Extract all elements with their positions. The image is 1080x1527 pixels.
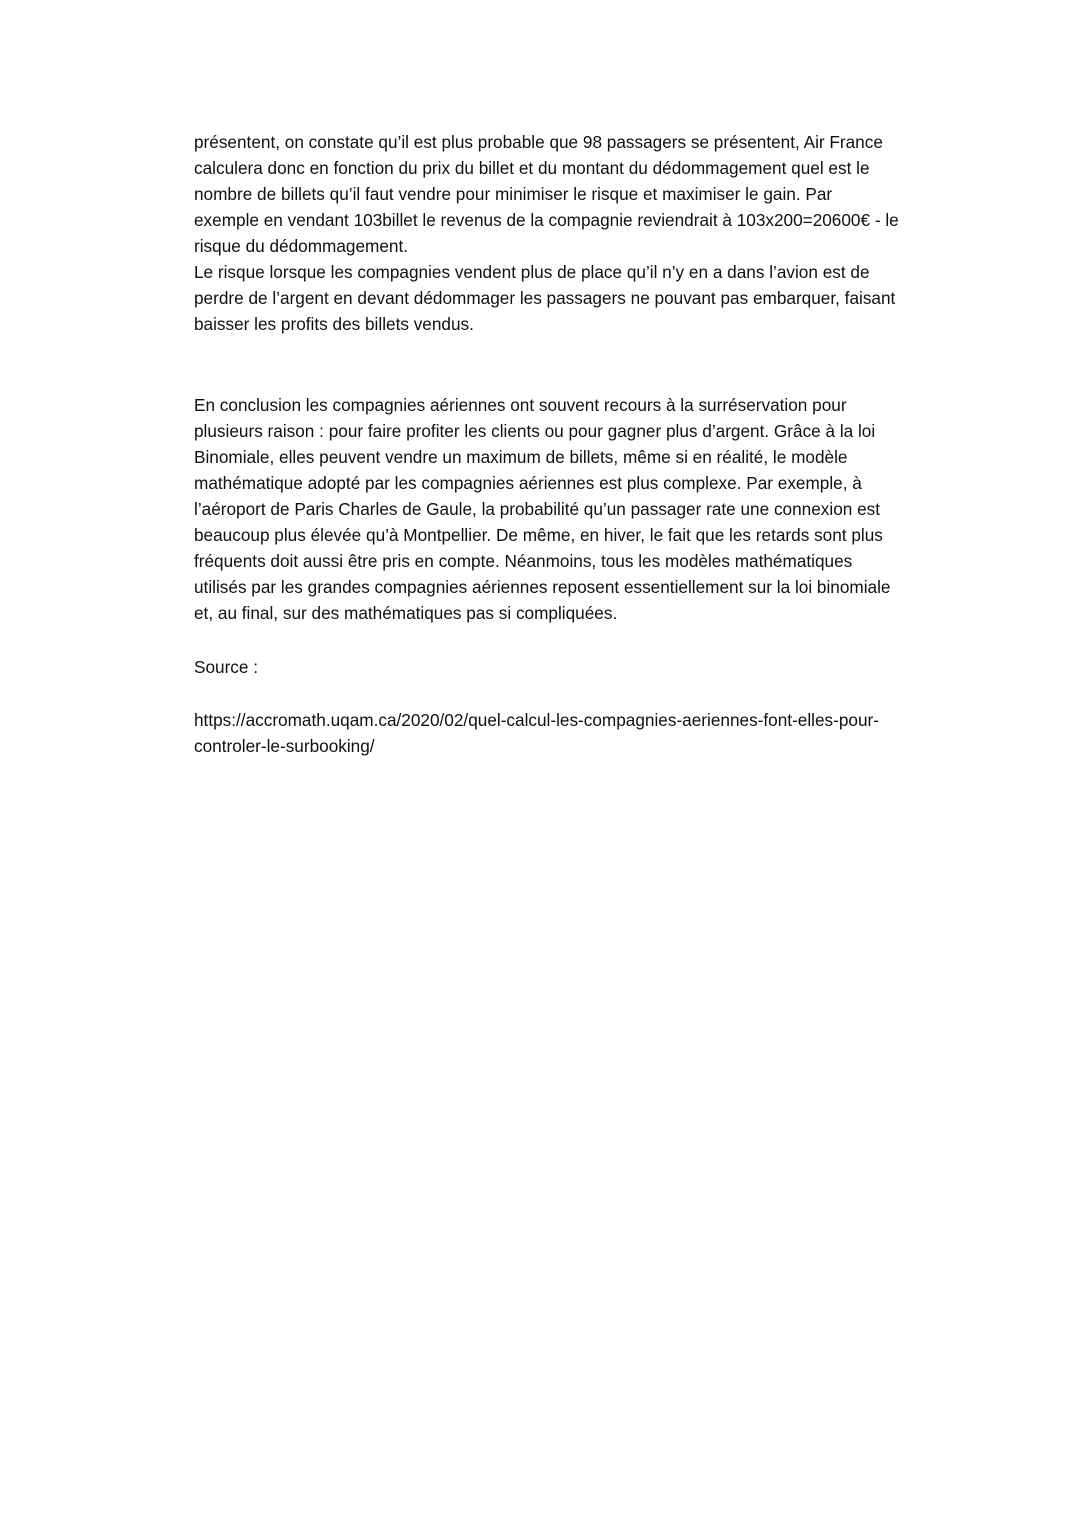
text-line: utilisés par les grandes compagnies aériennes reposent essentiellement sur la loi binomiale <box>194 577 891 597</box>
source-url-line: controler-le-surbooking/ <box>194 736 375 756</box>
source-label <box>194 654 954 680</box>
text-line: l’aéroport de Paris Charles de Gaule, la probabilité qu’un passager rate une connexion est <box>194 499 881 519</box>
text-line: risque du dédommagement. <box>194 236 409 256</box>
text-line: nombre de billets qu’il faut vendre pour minimiser le risque et maximiser le gain. Par <box>194 184 833 204</box>
text-line: plusieurs raison : pour faire profiter les clients ou pour gagner plus d’argent. Grâce à la loi <box>194 421 876 441</box>
source-label-text: Source : <box>194 657 259 677</box>
text-line: Binomiale, elles peuvent vendre un maximum de billets, même si en réalité, le modèle <box>194 447 848 467</box>
text-line: présentent, on constate qu’il est plus probable que 98 passagers se présentent, Air France <box>194 132 883 152</box>
paragraph-continuation <box>194 129 954 337</box>
text-line: beaucoup plus élevée qu’à Montpellier. De même, en hiver, le fait que les retards sont plus <box>194 525 883 545</box>
text-line: perdre de l’argent en devant dédommager les passagers ne pouvant pas embarquer, faisant <box>194 288 896 308</box>
source-url-line: https://accromath.uqam.ca/2020/02/quel-calcul-les-compagnies-aeriennes-font-elles-pour- <box>194 710 879 730</box>
text-line: fréquents doit aussi être pris en compte. Néanmoins, tous les modèles mathématiques <box>194 551 853 571</box>
text-line: calculera donc en fonction du prix du billet et du montant du dédommagement quel est le <box>194 158 870 178</box>
text-line: et, au final, sur des mathématiques pas si compliquées. <box>194 603 618 623</box>
conclusion-paragraph <box>194 392 954 626</box>
text-line: baisser les profits des billets vendus. <box>194 314 474 334</box>
source-url <box>194 707 954 759</box>
text-line: mathématique adopté par les compagnies aériennes est plus complexe. Par exemple, à <box>194 473 862 493</box>
text-line: Le risque lorsque les compagnies vendent plus de place qu’il n’y en a dans l’avion est de <box>194 262 870 282</box>
text-line: exemple en vendant 103billet le revenus de la compagnie reviendrait à 103x200=20600€ - le <box>194 210 899 230</box>
text-line: En conclusion les compagnies aériennes ont souvent recours à la surréservation pour <box>194 395 847 415</box>
